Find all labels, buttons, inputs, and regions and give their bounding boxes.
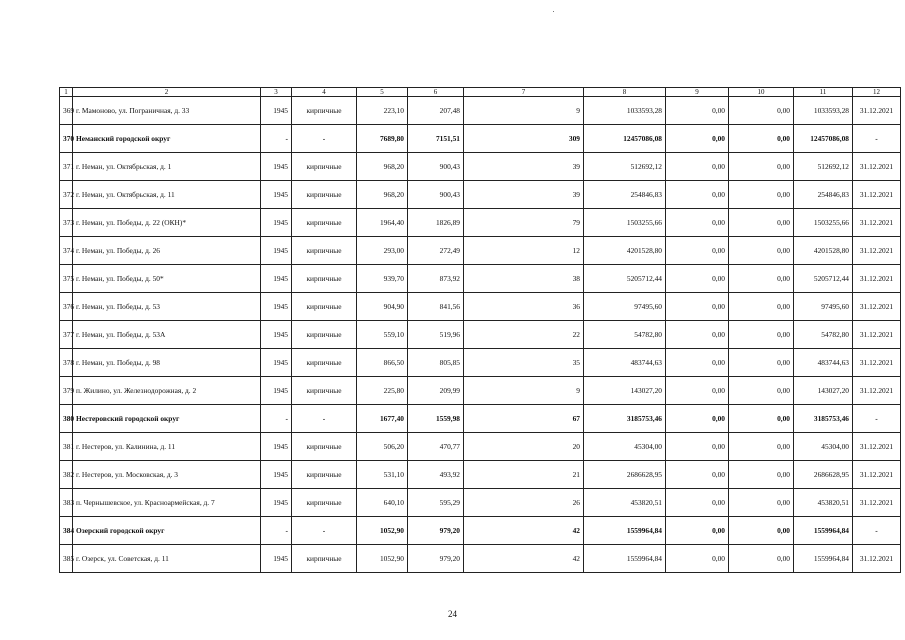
residents-cell: 20	[464, 433, 584, 461]
year-cell: 1945	[261, 321, 292, 349]
wall-material-cell: -	[292, 517, 357, 545]
completion-date-cell: 31.12.2021	[853, 321, 901, 349]
table-row	[60, 209, 901, 237]
cost-c-cell: 5205712,44	[794, 265, 853, 293]
year-cell: -	[261, 517, 292, 545]
row-number: 378	[60, 349, 73, 377]
cost-a-cell: 0,00	[666, 433, 729, 461]
address-cell: Неманский городской округ	[73, 125, 261, 153]
year-cell: 1945	[261, 237, 292, 265]
address-cell: г. Мамоново, ул. Пограничная, д. 33	[73, 97, 261, 125]
total-area-cell: 1677,40	[357, 405, 408, 433]
cost-b-cell: 0,00	[729, 349, 794, 377]
wall-material-cell: кирпичные	[292, 209, 357, 237]
table-row	[60, 377, 901, 405]
cost-total-cell: 2686628,95	[584, 461, 666, 489]
cost-c-cell: 12457086,08	[794, 125, 853, 153]
cost-b-cell: 0,00	[729, 461, 794, 489]
column-header: 8	[584, 88, 666, 97]
row-number: 372	[60, 181, 73, 209]
cost-total-cell: 5205712,44	[584, 265, 666, 293]
table-row	[60, 489, 901, 517]
completion-date-cell: 31.12.2021	[853, 237, 901, 265]
row-number: 373	[60, 209, 73, 237]
cost-b-cell: 0,00	[729, 489, 794, 517]
cost-c-cell: 1559964,84	[794, 517, 853, 545]
table-row	[60, 321, 901, 349]
wall-material-cell: -	[292, 405, 357, 433]
cost-total-cell: 512692,12	[584, 153, 666, 181]
cost-a-cell: 0,00	[666, 489, 729, 517]
total-area-cell: 1052,90	[357, 545, 408, 573]
cost-total-cell: 12457086,08	[584, 125, 666, 153]
column-header: 6	[408, 88, 464, 97]
living-area-cell: 272,49	[408, 237, 464, 265]
address-cell: г. Нестеров, ул. Московская, д. 3	[73, 461, 261, 489]
living-area-cell: 805,85	[408, 349, 464, 377]
wall-material-cell: кирпичные	[292, 97, 357, 125]
residents-cell: 9	[464, 97, 584, 125]
cost-c-cell: 54782,80	[794, 321, 853, 349]
address-cell: Озерский городской округ	[73, 517, 261, 545]
year-cell: 1945	[261, 433, 292, 461]
completion-date-cell: -	[853, 405, 901, 433]
cost-total-cell: 1559964,84	[584, 545, 666, 573]
scan-speck	[553, 11, 554, 12]
residents-cell: 9	[464, 377, 584, 405]
living-area-cell: 493,92	[408, 461, 464, 489]
address-cell: г. Неман, ул. Победы, д. 98	[73, 349, 261, 377]
column-header: 5	[357, 88, 408, 97]
total-area-cell: 7689,80	[357, 125, 408, 153]
total-area-cell: 559,10	[357, 321, 408, 349]
address-cell: г. Озерск, ул. Советская, д. 11	[73, 545, 261, 573]
cost-b-cell: 0,00	[729, 209, 794, 237]
cost-a-cell: 0,00	[666, 377, 729, 405]
row-number: 371	[60, 153, 73, 181]
residents-cell: 42	[464, 545, 584, 573]
wall-material-cell: кирпичные	[292, 293, 357, 321]
completion-date-cell: -	[853, 125, 901, 153]
address-cell: г. Неман, ул. Победы, д. 22 (ОКН)*	[73, 209, 261, 237]
total-area-cell: 939,70	[357, 265, 408, 293]
housing-table	[59, 87, 901, 573]
row-number: 376	[60, 293, 73, 321]
cost-a-cell: 0,00	[666, 321, 729, 349]
district-total-row	[60, 125, 901, 153]
completion-date-cell: 31.12.2021	[853, 377, 901, 405]
residents-cell: 36	[464, 293, 584, 321]
address-cell: г. Неман, ул. Победы, д. 50*	[73, 265, 261, 293]
district-total-row	[60, 517, 901, 545]
row-number: 381	[60, 433, 73, 461]
cost-a-cell: 0,00	[666, 545, 729, 573]
cost-a-cell: 0,00	[666, 349, 729, 377]
total-area-cell: 506,20	[357, 433, 408, 461]
cost-b-cell: 0,00	[729, 181, 794, 209]
completion-date-cell: 31.12.2021	[853, 153, 901, 181]
living-area-cell: 470,77	[408, 433, 464, 461]
wall-material-cell: кирпичные	[292, 181, 357, 209]
table-row	[60, 349, 901, 377]
completion-date-cell: 31.12.2021	[853, 433, 901, 461]
wall-material-cell: кирпичные	[292, 321, 357, 349]
address-cell: г. Нестеров, ул. Калинина, д. 11	[73, 433, 261, 461]
cost-c-cell: 3185753,46	[794, 405, 853, 433]
cost-c-cell: 4201528,80	[794, 237, 853, 265]
living-area-cell: 873,92	[408, 265, 464, 293]
cost-total-cell: 3185753,46	[584, 405, 666, 433]
residents-cell: 39	[464, 153, 584, 181]
year-cell: 1945	[261, 545, 292, 573]
wall-material-cell: кирпичные	[292, 545, 357, 573]
residents-cell: 42	[464, 517, 584, 545]
cost-a-cell: 0,00	[666, 517, 729, 545]
cost-c-cell: 1559964,84	[794, 545, 853, 573]
completion-date-cell: 31.12.2021	[853, 545, 901, 573]
cost-c-cell: 45304,00	[794, 433, 853, 461]
row-number: 384	[60, 517, 73, 545]
year-cell: 1945	[261, 377, 292, 405]
table-row	[60, 545, 901, 573]
wall-material-cell: кирпичные	[292, 433, 357, 461]
column-header: 7	[464, 88, 584, 97]
wall-material-cell: кирпичные	[292, 349, 357, 377]
cost-total-cell: 54782,80	[584, 321, 666, 349]
column-header: 3	[261, 88, 292, 97]
year-cell: 1945	[261, 293, 292, 321]
cost-b-cell: 0,00	[729, 125, 794, 153]
residents-cell: 26	[464, 489, 584, 517]
cost-total-cell: 1503255,66	[584, 209, 666, 237]
completion-date-cell: 31.12.2021	[853, 97, 901, 125]
column-header: 11	[794, 88, 853, 97]
table-row	[60, 461, 901, 489]
year-cell: 1945	[261, 349, 292, 377]
cost-b-cell: 0,00	[729, 433, 794, 461]
completion-date-cell: 31.12.2021	[853, 209, 901, 237]
residents-cell: 309	[464, 125, 584, 153]
cost-b-cell: 0,00	[729, 265, 794, 293]
year-cell: 1945	[261, 209, 292, 237]
page-number: 24	[448, 609, 457, 619]
total-area-cell: 866,50	[357, 349, 408, 377]
wall-material-cell: кирпичные	[292, 237, 357, 265]
living-area-cell: 595,29	[408, 489, 464, 517]
total-area-cell: 640,10	[357, 489, 408, 517]
completion-date-cell: 31.12.2021	[853, 489, 901, 517]
cost-b-cell: 0,00	[729, 153, 794, 181]
wall-material-cell: кирпичные	[292, 153, 357, 181]
living-area-cell: 1826,89	[408, 209, 464, 237]
table-row	[60, 181, 901, 209]
cost-a-cell: 0,00	[666, 293, 729, 321]
cost-c-cell: 143027,20	[794, 377, 853, 405]
completion-date-cell: 31.12.2021	[853, 349, 901, 377]
address-cell: п. Жилино, ул. Железнодорожная, д. 2	[73, 377, 261, 405]
completion-date-cell: 31.12.2021	[853, 461, 901, 489]
total-area-cell: 225,80	[357, 377, 408, 405]
residents-cell: 12	[464, 237, 584, 265]
address-cell: г. Неман, ул. Победы, д. 53	[73, 293, 261, 321]
wall-material-cell: кирпичные	[292, 265, 357, 293]
cost-b-cell: 0,00	[729, 237, 794, 265]
living-area-cell: 900,43	[408, 181, 464, 209]
living-area-cell: 979,20	[408, 517, 464, 545]
address-cell: г. Неман, ул. Октябрьская, д. 11	[73, 181, 261, 209]
cost-total-cell: 143027,20	[584, 377, 666, 405]
cost-b-cell: 0,00	[729, 545, 794, 573]
cost-total-cell: 453820,51	[584, 489, 666, 517]
cost-b-cell: 0,00	[729, 517, 794, 545]
cost-c-cell: 453820,51	[794, 489, 853, 517]
address-cell: г. Неман, ул. Октябрьская, д. 1	[73, 153, 261, 181]
table-row	[60, 293, 901, 321]
living-area-cell: 900,43	[408, 153, 464, 181]
living-area-cell: 1559,98	[408, 405, 464, 433]
table-row	[60, 237, 901, 265]
row-number: 375	[60, 265, 73, 293]
row-number: 385	[60, 545, 73, 573]
residents-cell: 22	[464, 321, 584, 349]
living-area-cell: 979,20	[408, 545, 464, 573]
wall-material-cell: -	[292, 125, 357, 153]
cost-b-cell: 0,00	[729, 97, 794, 125]
cost-a-cell: 0,00	[666, 265, 729, 293]
column-header: 10	[729, 88, 794, 97]
column-header: 4	[292, 88, 357, 97]
cost-total-cell: 4201528,80	[584, 237, 666, 265]
address-cell: г. Неман, ул. Победы, д. 53А	[73, 321, 261, 349]
row-number: 383	[60, 489, 73, 517]
wall-material-cell: кирпичные	[292, 489, 357, 517]
cost-total-cell: 254846,83	[584, 181, 666, 209]
cost-total-cell: 97495,60	[584, 293, 666, 321]
residents-cell: 67	[464, 405, 584, 433]
column-number-header	[60, 88, 901, 97]
total-area-cell: 904,90	[357, 293, 408, 321]
wall-material-cell: кирпичные	[292, 461, 357, 489]
cost-c-cell: 483744,63	[794, 349, 853, 377]
cost-a-cell: 0,00	[666, 181, 729, 209]
completion-date-cell: 31.12.2021	[853, 293, 901, 321]
total-area-cell: 223,10	[357, 97, 408, 125]
cost-c-cell: 97495,60	[794, 293, 853, 321]
year-cell: -	[261, 405, 292, 433]
cost-a-cell: 0,00	[666, 237, 729, 265]
cost-c-cell: 1503255,66	[794, 209, 853, 237]
completion-date-cell: 31.12.2021	[853, 265, 901, 293]
year-cell: 1945	[261, 489, 292, 517]
cost-b-cell: 0,00	[729, 377, 794, 405]
cost-c-cell: 512692,12	[794, 153, 853, 181]
column-header: 12	[853, 88, 901, 97]
column-header: 2	[73, 88, 261, 97]
address-cell: Нестеровский городской округ	[73, 405, 261, 433]
cost-c-cell: 254846,83	[794, 181, 853, 209]
table-row	[60, 97, 901, 125]
column-header: 1	[60, 88, 73, 97]
total-area-cell: 1052,90	[357, 517, 408, 545]
column-header: 9	[666, 88, 729, 97]
cost-total-cell: 1559964,84	[584, 517, 666, 545]
completion-date-cell: 31.12.2021	[853, 181, 901, 209]
living-area-cell: 209,99	[408, 377, 464, 405]
cost-a-cell: 0,00	[666, 125, 729, 153]
residents-cell: 38	[464, 265, 584, 293]
row-number: 382	[60, 461, 73, 489]
cost-a-cell: 0,00	[666, 209, 729, 237]
year-cell: 1945	[261, 153, 292, 181]
row-number: 374	[60, 237, 73, 265]
row-number: 379	[60, 377, 73, 405]
row-number: 369	[60, 97, 73, 125]
table-row	[60, 433, 901, 461]
residents-cell: 21	[464, 461, 584, 489]
cost-a-cell: 0,00	[666, 461, 729, 489]
cost-c-cell: 1033593,28	[794, 97, 853, 125]
living-area-cell: 841,56	[408, 293, 464, 321]
total-area-cell: 531,10	[357, 461, 408, 489]
total-area-cell: 968,20	[357, 153, 408, 181]
row-number: 377	[60, 321, 73, 349]
table-row	[60, 153, 901, 181]
address-cell: п. Чернышевское, ул. Красноармейская, д. 7	[73, 489, 261, 517]
residents-cell: 35	[464, 349, 584, 377]
cost-total-cell: 483744,63	[584, 349, 666, 377]
cost-b-cell: 0,00	[729, 405, 794, 433]
living-area-cell: 207,48	[408, 97, 464, 125]
table-row	[60, 265, 901, 293]
living-area-cell: 7151,51	[408, 125, 464, 153]
wall-material-cell: кирпичные	[292, 377, 357, 405]
cost-b-cell: 0,00	[729, 293, 794, 321]
living-area-cell: 519,96	[408, 321, 464, 349]
year-cell: 1945	[261, 461, 292, 489]
cost-a-cell: 0,00	[666, 405, 729, 433]
residents-cell: 39	[464, 181, 584, 209]
cost-total-cell: 1033593,28	[584, 97, 666, 125]
year-cell: 1945	[261, 181, 292, 209]
total-area-cell: 1964,40	[357, 209, 408, 237]
cost-total-cell: 45304,00	[584, 433, 666, 461]
total-area-cell: 293,00	[357, 237, 408, 265]
year-cell: 1945	[261, 265, 292, 293]
cost-a-cell: 0,00	[666, 153, 729, 181]
cost-c-cell: 2686628,95	[794, 461, 853, 489]
cost-b-cell: 0,00	[729, 321, 794, 349]
row-number: 380	[60, 405, 73, 433]
address-cell: г. Неман, ул. Победы, д. 26	[73, 237, 261, 265]
residents-cell: 79	[464, 209, 584, 237]
cost-a-cell: 0,00	[666, 97, 729, 125]
district-total-row	[60, 405, 901, 433]
row-number: 370	[60, 125, 73, 153]
year-cell: 1945	[261, 97, 292, 125]
total-area-cell: 968,20	[357, 181, 408, 209]
completion-date-cell: -	[853, 517, 901, 545]
year-cell: -	[261, 125, 292, 153]
